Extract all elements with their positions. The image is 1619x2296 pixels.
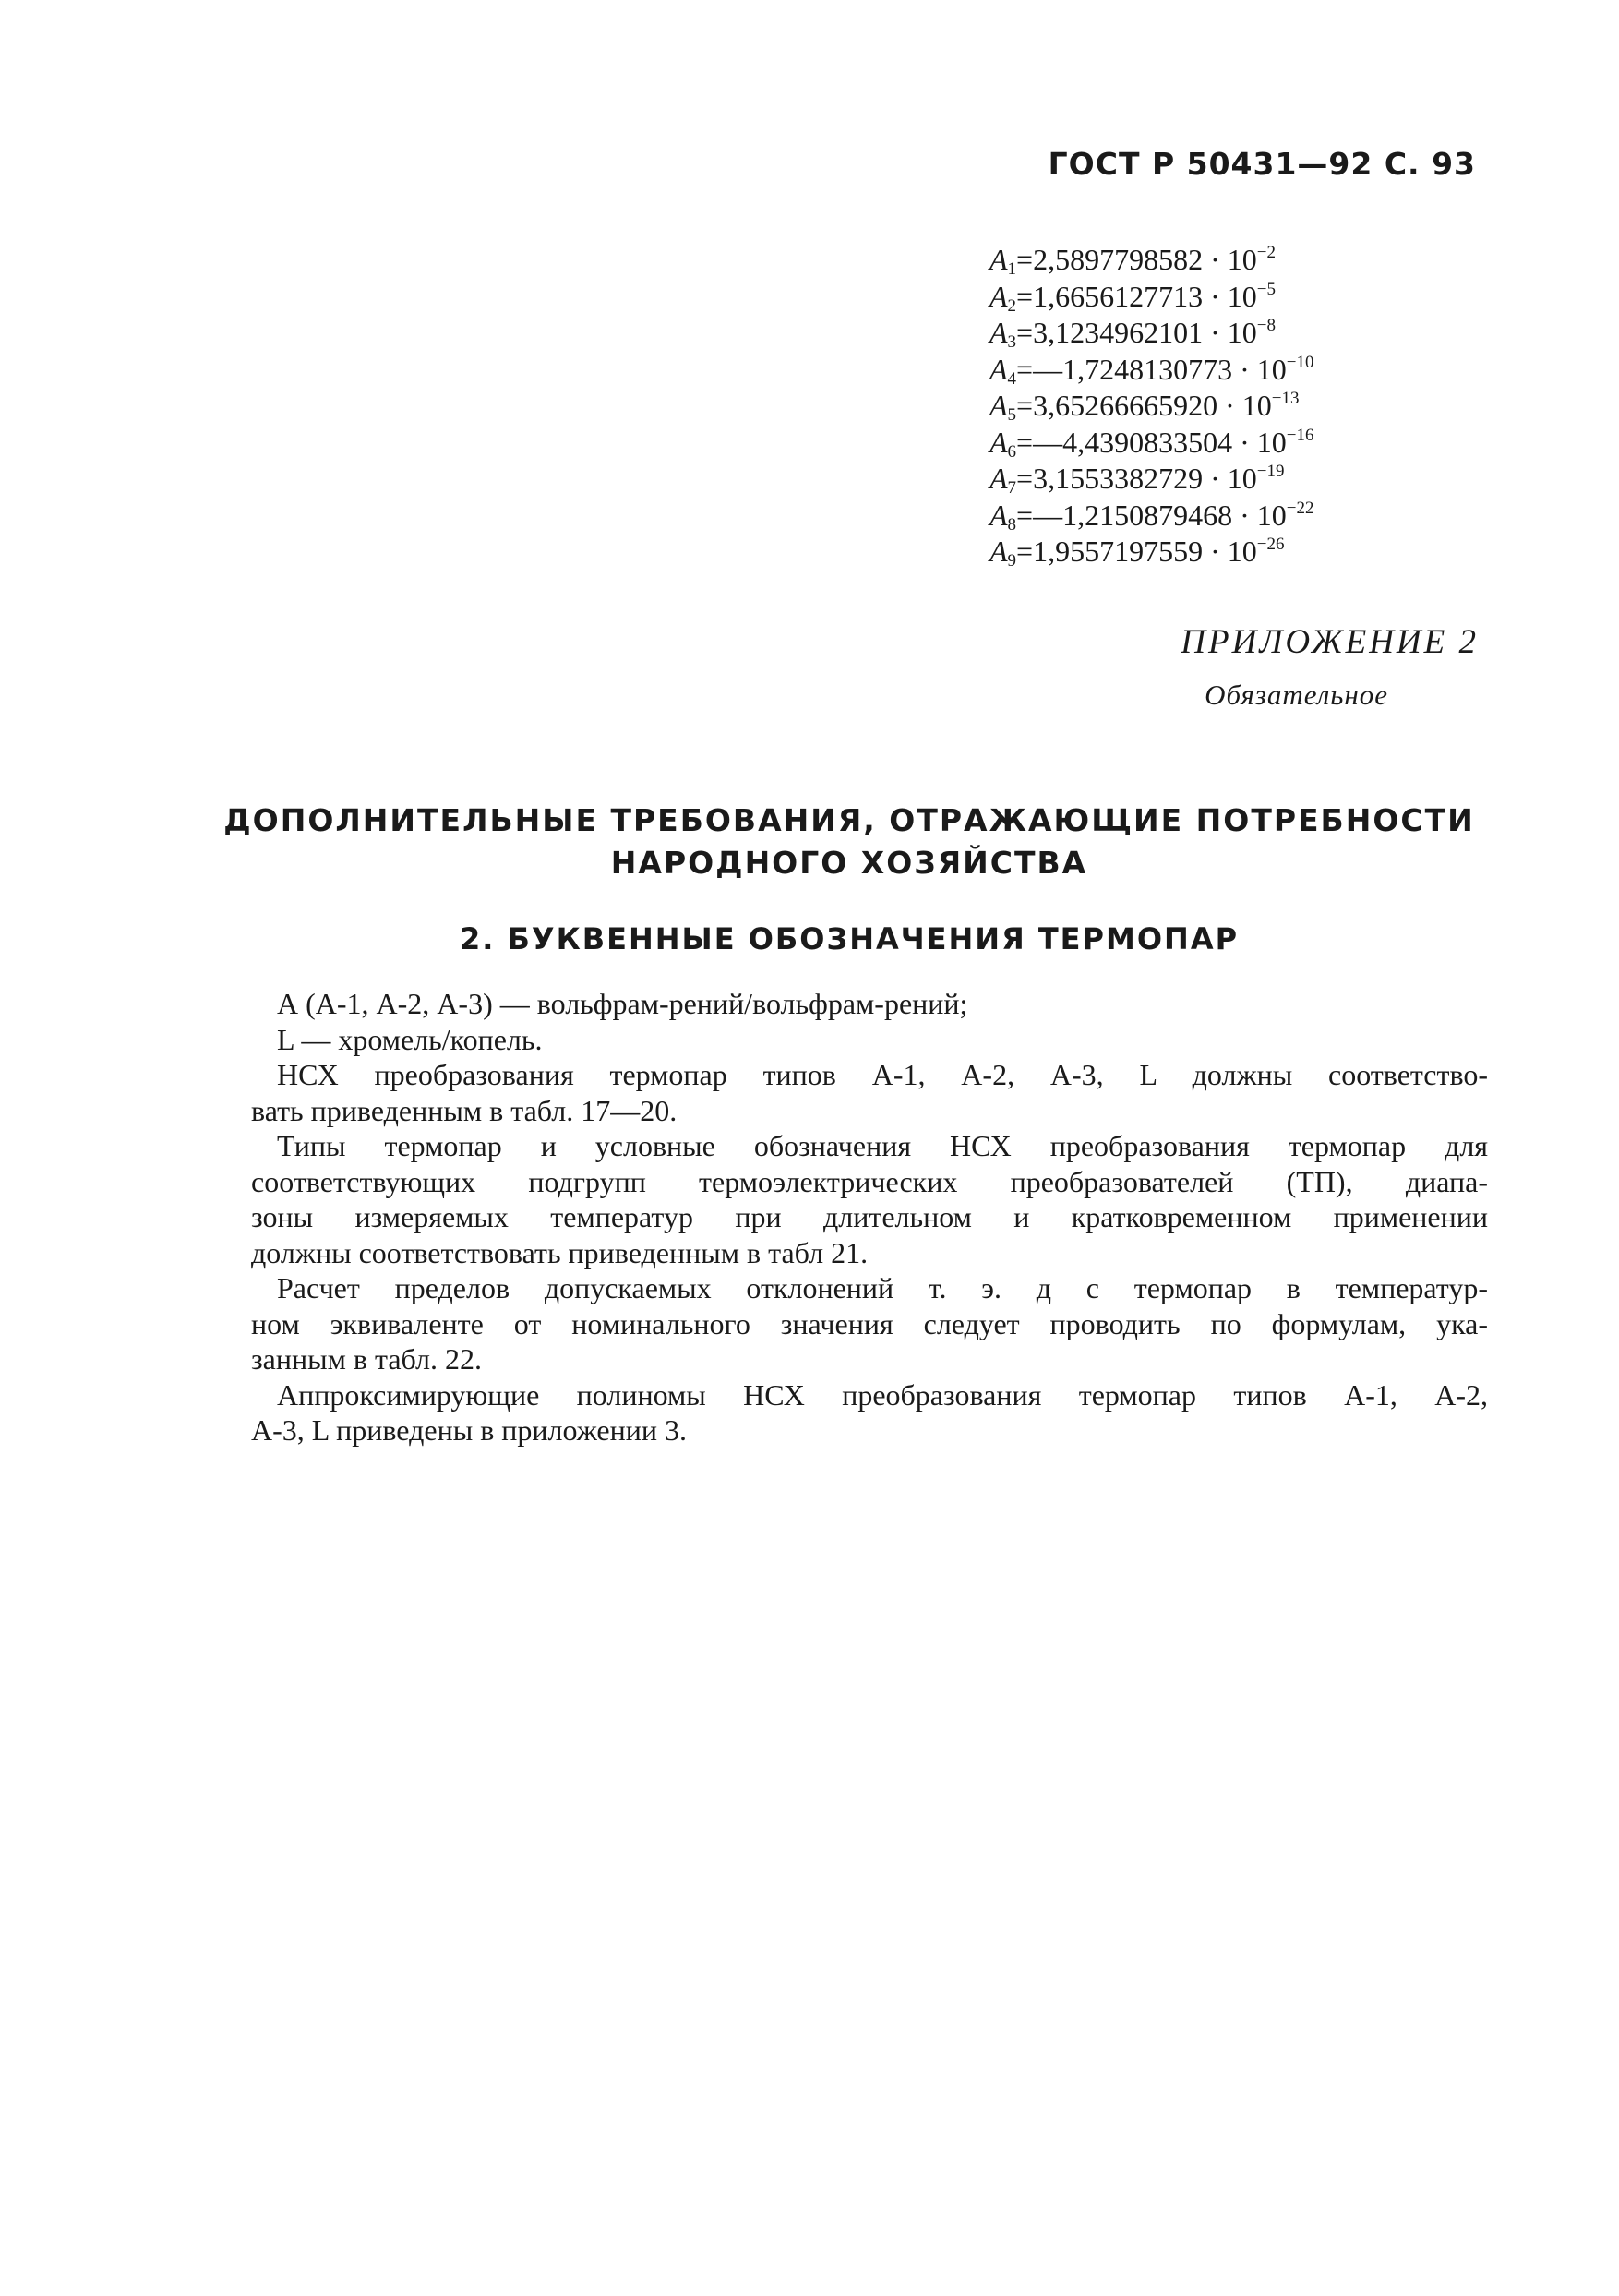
coefficient-exponent: −13 — [1271, 389, 1300, 408]
coefficient-exponent: −10 — [1286, 352, 1314, 372]
main-heading — [212, 799, 1486, 884]
appendix-title: ПРИЛОЖЕНИЕ 2 — [1181, 623, 1479, 661]
coefficient-exponent: −2 — [1256, 243, 1276, 262]
body-line: ном эквиваленте от номинального значения следует проводить по формулам, ука- — [251, 1306, 1488, 1340]
main-heading-line: ДОПОЛНИТЕЛЬНЫЕ ТРЕБОВАНИЯ, ОТРАЖАЮЩИЕ ПОТРЕБНОСТИ — [223, 802, 1475, 838]
coefficient-exponent: −5 — [1256, 279, 1276, 299]
coefficient-index: 2 — [1007, 295, 1017, 316]
coefficient-index: 5 — [1007, 405, 1017, 425]
coefficient-exponent: −8 — [1256, 316, 1276, 335]
coefficients-list — [989, 234, 1506, 571]
coefficient-row — [989, 526, 1506, 571]
coefficient-value: =1,6656127713 · 10 — [1016, 279, 1257, 313]
coefficient-row — [989, 417, 1506, 462]
coefficient-symbol: A — [989, 243, 1008, 276]
coefficient-row — [989, 234, 1506, 279]
coefficient-value: =—1,7248130773 · 10 — [1016, 352, 1287, 386]
coefficient-exponent: −16 — [1286, 425, 1314, 445]
coefficient-symbol: A — [989, 462, 1008, 495]
coefficient-symbol: A — [989, 352, 1008, 386]
coefficient-row — [989, 344, 1506, 389]
body-line: L — хромель/копель. — [277, 1022, 543, 1056]
coefficient-value: =3,1234962101 · 10 — [1016, 316, 1257, 349]
coefficient-exponent: −19 — [1256, 462, 1285, 481]
body-line: НСХ преобразования термопар типов А-1, А-2, А-3, L должны соответство- — [277, 1058, 1488, 1091]
body-line: занным в табл. 22. — [251, 1342, 482, 1376]
body-line: вать приведенным в табл. 17—20. — [251, 1093, 678, 1127]
coefficient-index: 4 — [1007, 368, 1017, 389]
coefficient-symbol: A — [989, 425, 1008, 459]
body-line: Типы термопар и условные обозначения НСХ преобразования термопар для — [277, 1129, 1488, 1162]
body-line: должны соответствовать приведенным в табл 21. — [251, 1235, 869, 1269]
main-heading-line: НАРОДНОГО ХОЗЯЙСТВА — [610, 845, 1088, 881]
coefficient-row — [989, 453, 1506, 498]
coefficient-value: =2,5897798582 · 10 — [1016, 243, 1257, 276]
coefficient-value: =—4,4390833504 · 10 — [1016, 425, 1287, 459]
body-line: А (А-1, А-2, А-3) — вольфрам-рений/вольфрам-рений; — [277, 987, 968, 1020]
coefficient-index: 1 — [1007, 259, 1017, 279]
coefficient-row — [989, 490, 1506, 535]
coefficient-value: =—1,2150879468 · 10 — [1016, 498, 1287, 532]
body-line: зоны измеряемых температур при длительном и кратковременном применении — [251, 1200, 1488, 1233]
coefficient-exponent: −26 — [1256, 535, 1285, 554]
coefficient-value: =1,9557197559 · 10 — [1016, 535, 1257, 568]
coefficient-symbol: A — [989, 535, 1008, 568]
coefficient-index: 6 — [1007, 441, 1017, 462]
body-line: соответствующих подгрупп термоэлектрических преобразователей (ТП), диапа- — [251, 1164, 1488, 1198]
coefficient-index: 3 — [1007, 332, 1017, 352]
coefficient-value: =3,65266665920 · 10 — [1016, 389, 1272, 422]
coefficient-symbol: A — [989, 498, 1008, 532]
coefficient-index: 8 — [1007, 514, 1017, 535]
coefficient-exponent: −22 — [1286, 498, 1314, 518]
body-line: А-3, L приведены в приложении 3. — [251, 1413, 687, 1447]
page-header: ГОСТ Р 50431—92 С. 93 — [1048, 146, 1476, 182]
section-heading: 2. БУКВЕННЫЕ ОБОЗНАЧЕНИЯ ТЕРМОПАР — [459, 921, 1240, 956]
coefficient-index: 7 — [1007, 478, 1017, 498]
coefficient-value: =3,1553382729 · 10 — [1016, 462, 1257, 495]
coefficient-symbol: A — [989, 279, 1008, 313]
body-line: Расчет пределов допускаемых отклонений т. э. д с термопар в температур- — [277, 1271, 1488, 1304]
coefficient-index: 9 — [1007, 551, 1017, 571]
coefficient-row — [989, 307, 1506, 352]
coefficient-row — [989, 380, 1506, 425]
body-text — [251, 986, 1488, 1449]
coefficient-row — [989, 271, 1506, 316]
coefficient-symbol: A — [989, 316, 1008, 349]
coefficient-symbol: A — [989, 389, 1008, 422]
body-line: Аппроксимирующие полиномы НСХ преобразования термопар типов А-1, А-2, — [277, 1377, 1488, 1412]
appendix-subtitle: Обязательное — [1205, 679, 1388, 711]
